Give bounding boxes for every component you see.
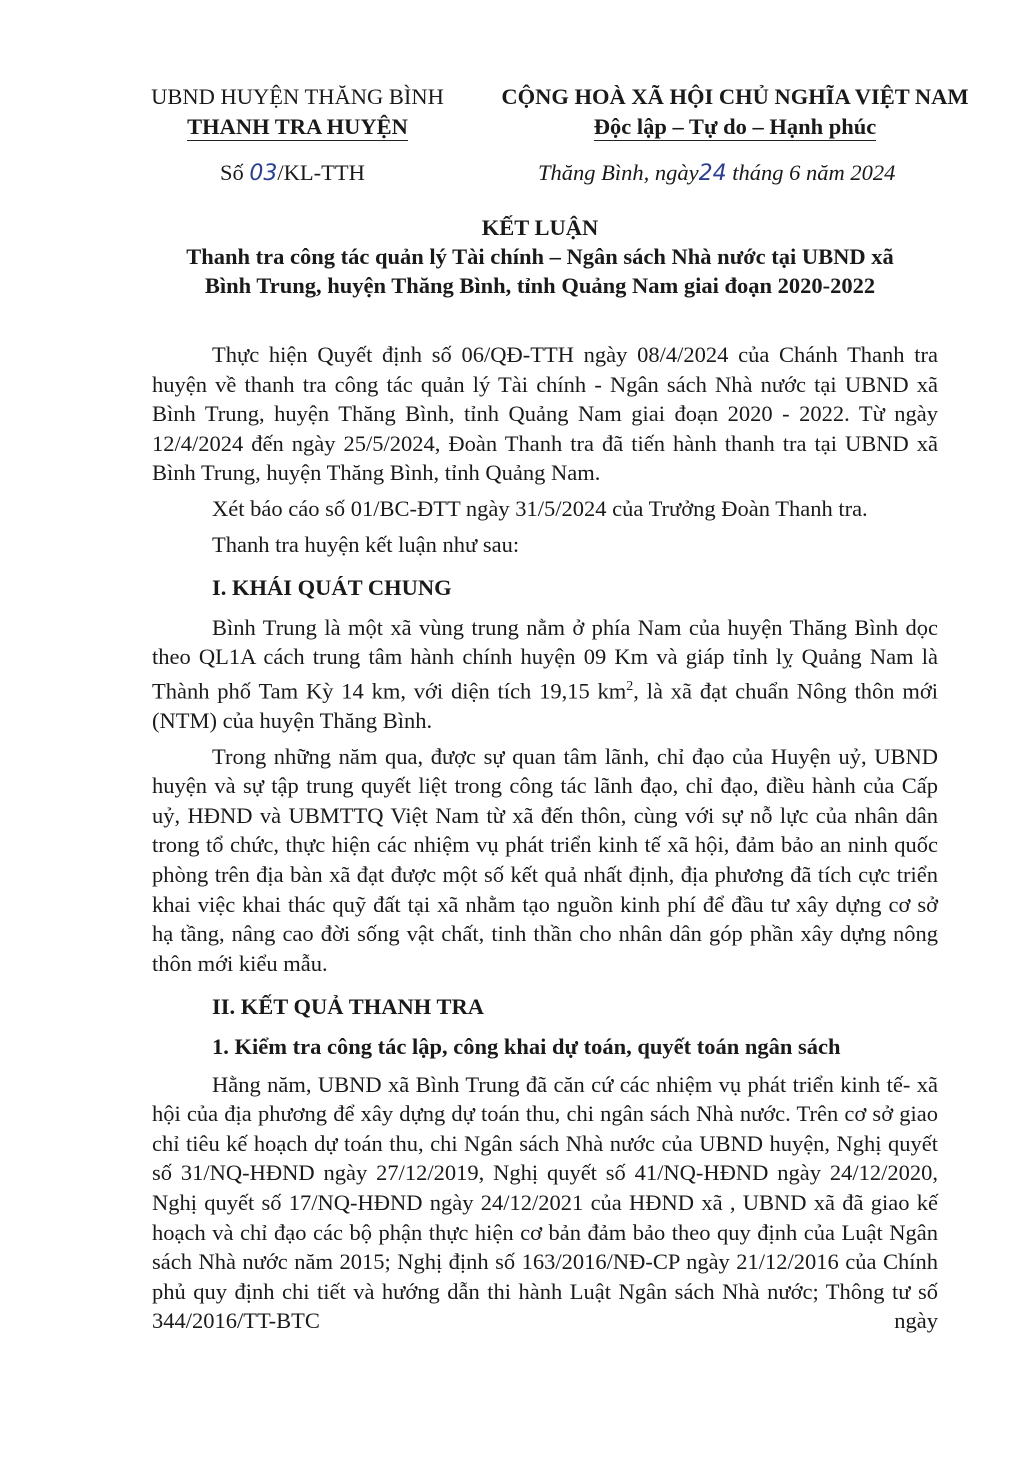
national-motto-block [480,82,990,142]
conclusion-lead: Thanh tra huyện kết luận như sau: [212,531,520,557]
document-body [152,340,938,1342]
section-2-subheading-1: 1. Kiểm tra công tác lập, công khai dự toán, quyết toán ngân sách [212,1033,841,1059]
document-number: Số 03/KL-TTH [220,160,365,186]
section-1-paragraph-1: Bình Trung là một xã vùng trung nằm ở phía Nam của huyện Thăng Bình dọc theo QL1A cách trung tâm hành chính huyện 09 Km và giáp tỉnh lỵ Quảng Nam là Thành phố Tam Kỳ 14 km, với diện tích 19,15 $km^2$, là xã đạt chuẩn Nông thôn mới (NTM) của huyện Thăng Bình. [152,614,938,734]
title-line-2: Bình Trung, huyện Thăng Bình, tỉnh Quảng Nam giai đoạn 2020-2022 [204,273,876,298]
handwritten-day: 24 [698,161,727,186]
motto: Độc lập – Tự do – Hạnh phúc [593,114,877,139]
country-name: CỘNG HOÀ XÃ HỘI CHỦ NGHĨA VIỆT NAM [501,84,969,109]
title-line-1: Thanh tra công tác quản lý Tài chính – Ngân sách Nhà nước tại UBND xã [186,244,894,269]
section-1-heading: I. KHÁI QUÁT CHUNG [212,575,452,601]
section-2-paragraph-1: Hằng năm, UBND xã Bình Trung đã căn cứ các nhiệm vụ phát triển kinh tế- xã hội của địa phương để xây dựng dự toán thu, chi ngân sách Nhà nước. Trên cơ sở giao chỉ tiêu kế hoạch dự toán thu, chi Ngân sách Nhà nước của UBND huyện, Nghị quyết số 31/NQ-HĐND ngày 27/12/2019, Nghị quyết số 41/NQ-HĐND ngày 24/12/2020, Nghị quyết số 17/NQ-HĐND ngày 24/12/2021 của HĐND xã , UBND xã đã giao kế hoạch và chỉ đạo các bộ phận thực hiện cơ bản đảm bảo theo quy định của Luật Ngân sách Nhà nước năm 2015; Nghị định số 163/2016/NĐ-CP ngày 21/12/2016 của Chính phủ quy định chi tiết và hướng dẫn thi hành Luật Ngân sách Nhà nước; Thông tư số 344/2016/TT-BTC ngày [152,1071,938,1334]
intro-paragraph: Thực hiện Quyết định số 06/QĐ-TTH ngày 08/4/2024 của Chánh Thanh tra huyện về thanh tra công tác quản lý Tài chính - Ngân sách Nhà nước tại UBND xã Bình Trung, huyện Thăng Bình, tỉnh Quảng Nam giai đoạn 2020 - 2022. Từ ngày 12/4/2024 đến ngày 25/5/2024, Đoàn Thanh tra đã tiến hành thanh tra tại UBND xã Bình Trung, huyện Thăng Bình, tỉnh Quảng Nam. [152,342,938,486]
handwritten-number: 03 [249,161,278,186]
review-paragraph: Xét báo cáo số 01/BC-ĐTT ngày 31/5/2024 của Trưởng Đoàn Thanh tra. [212,495,868,521]
document-title [140,213,940,300]
agency-name: THANH TRA HUYỆN [187,114,408,139]
agency-parent: UBND HUYỆN THĂNG BÌNH [151,84,444,109]
section-1-paragraph-2: Trong những năm qua, được sự quan tâm lãnh, chỉ đạo của Huyện uỷ, UBND huyện và sự tập trung quyết liệt trong công tác lãnh đạo, chỉ đạo, điều hành của Cấp uỷ, HĐND và UBMTTQ Việt Nam từ xã đến thôn, cùng với sự nỗ lực của nhân dân trong tổ chức, thực hiện các nhiệm vụ phát triển kinh tế xã hội, đảm bảo an ninh quốc phòng trên địa bàn xã đạt được một số kết quả nhất định, địa phương đã tích cực triển khai việc khai thác quỹ đất tại xã nhằm tạo nguồn kinh phí để đầu tư xây dựng cơ sở hạ tầng, nâng cao đời sống vật chất, tinh thần cho nhân dân góp phần xây dựng nông thôn mới kiểu mẫu. [152,743,938,976]
section-2-heading: II. KẾT QUẢ THANH TRA [212,994,484,1020]
title-main: KẾT LUẬN [481,215,599,240]
document-date: Thăng Bình, ngày24 tháng 6 năm 2024 [538,160,896,186]
issuing-agency-block [130,82,465,142]
